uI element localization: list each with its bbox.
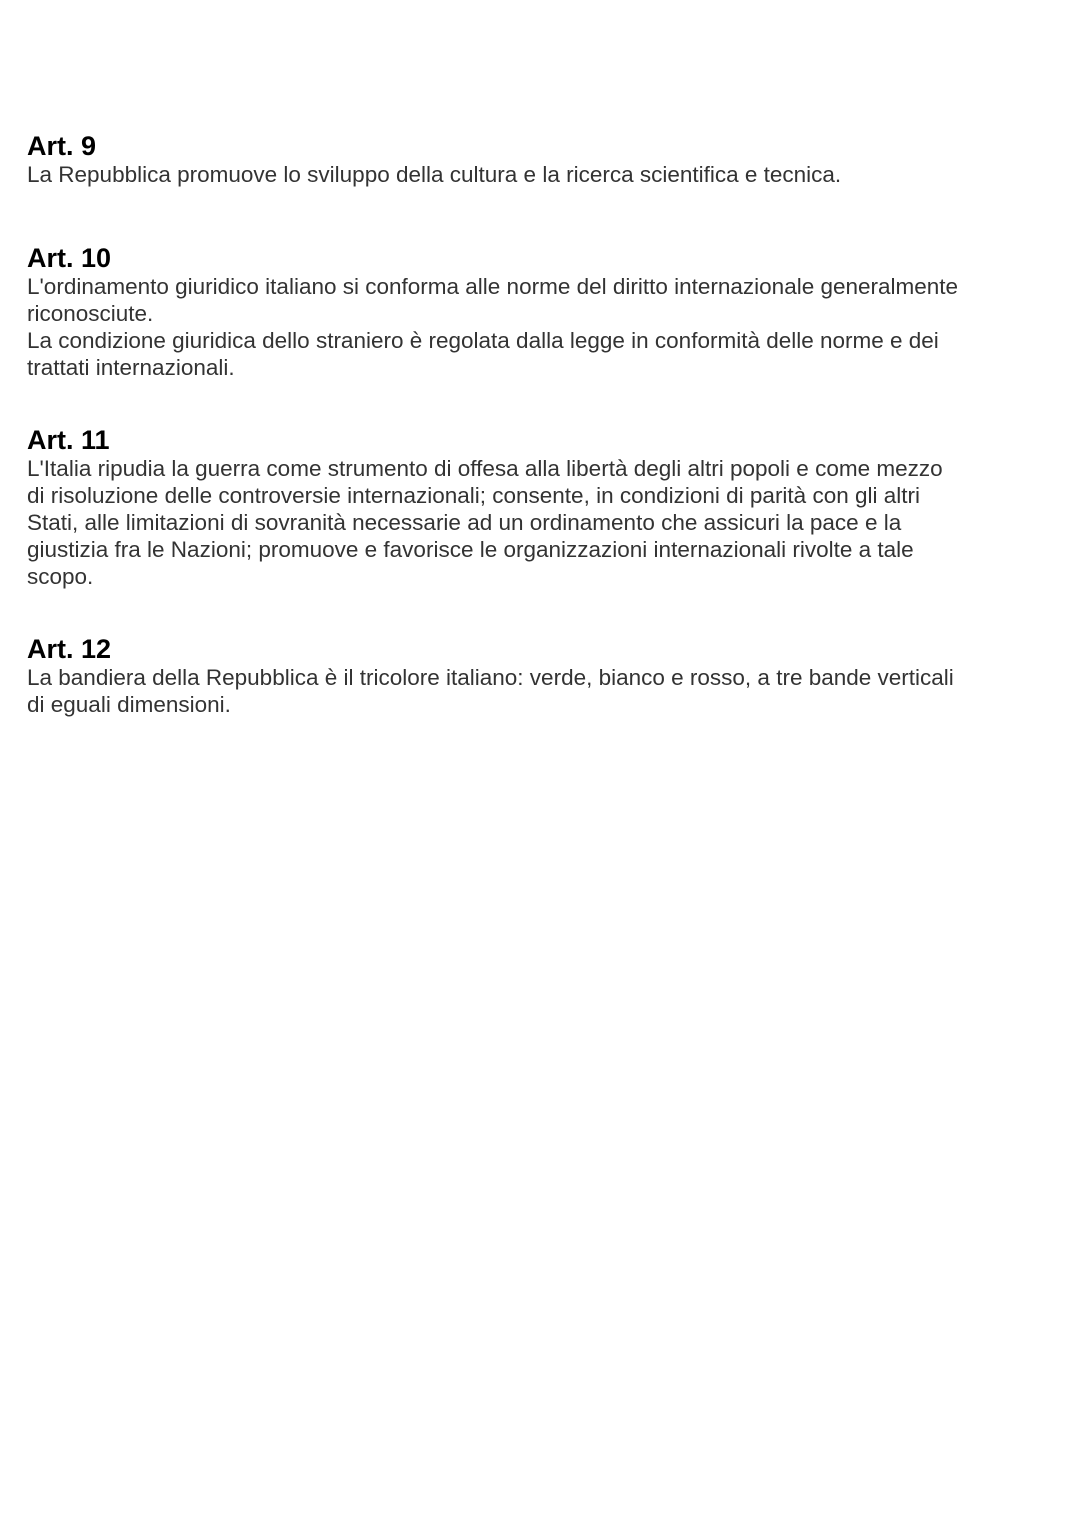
article-title: Art. 12 <box>27 634 112 664</box>
article-10 <box>27 243 1037 381</box>
article-text-line: di eguali dimensioni. <box>27 692 231 717</box>
article-text-line: giustizia fra le Nazioni; promuove e favorisce le organizzazioni internazionali rivolte a tale <box>27 537 914 562</box>
article-text-line: scopo. <box>27 564 94 589</box>
article-text-line: Stati, alle limitazioni di sovranità necessarie ad un ordinamento che assicuri la pace e la <box>27 510 902 535</box>
article-text-line: L'Italia ripudia la guerra come strumento di offesa alla libertà degli altri popoli e come mezzo <box>27 456 943 481</box>
article-text-line: riconosciute. <box>27 301 154 326</box>
article-9 <box>27 131 1037 188</box>
article-text-line: La Repubblica promuove lo sviluppo della cultura e la ricerca scientifica e tecnica. <box>27 162 842 187</box>
article-text-line: L'ordinamento giuridico italiano si conforma alle norme del diritto internazionale generalmente <box>27 274 959 299</box>
article-11 <box>27 425 1037 590</box>
article-12 <box>27 634 1037 718</box>
article-text-line: La bandiera della Repubblica è il tricolore italiano: verde, bianco e rosso, a tre bande verticali <box>27 665 954 690</box>
article-text-line: La condizione giuridica dello straniero è regolata dalla legge in conformità delle norme e dei <box>27 328 939 353</box>
article-text-line: trattati internazionali. <box>27 355 235 380</box>
article-title: Art. 10 <box>27 243 112 273</box>
article-title: Art. 11 <box>27 425 110 455</box>
article-text-line: di risoluzione delle controversie internazionali; consente, in condizioni di parità con gli altri <box>27 483 920 508</box>
article-title: Art. 9 <box>27 131 97 161</box>
